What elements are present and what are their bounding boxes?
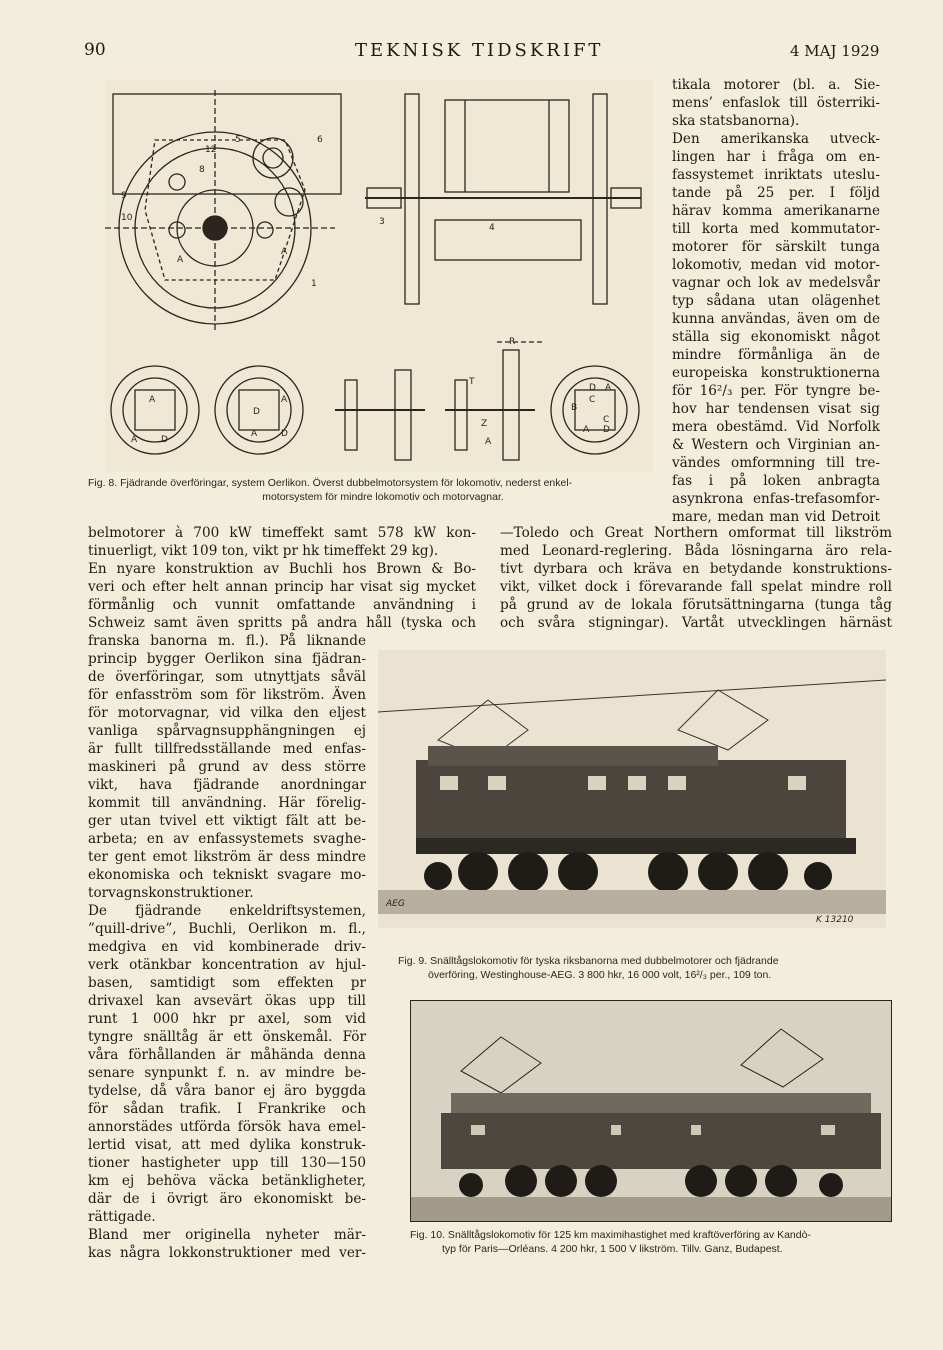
left-column-narrow-line: drivaxel kan avsevärt ökas upp till — [88, 993, 366, 1009]
left-column-narrow-line: tioner hastigheter upp till 130—150 — [88, 1155, 366, 1171]
svg-text:1: 1 — [311, 279, 317, 289]
left-column-narrow-line: ”quill-drive”, Buchli, Oerlikon m. fl., — [88, 921, 366, 937]
left-column-narrow-line: km ej behöva väcka betänkligheter, — [88, 1173, 366, 1189]
svg-text:4: 4 — [489, 223, 495, 233]
left-column-narrow-line: torvagnskonstruktioner. — [88, 885, 254, 901]
figure-9-caption — [398, 954, 868, 982]
left-column-narrow-line: kas några lokkonstruktioner med ver- — [88, 1245, 366, 1261]
right-column-top-line: tande på 25 per. I följd — [672, 185, 880, 201]
left-column-wide — [88, 524, 476, 632]
right-column-top-line: ställa sig ekonomiskt något — [672, 329, 880, 345]
left-column-narrow — [88, 632, 366, 1262]
right-column-top-line: mindre förmånliga än de — [672, 347, 880, 363]
right-column-top-line: mera obestämd. Vid Norfolk — [672, 419, 880, 435]
left-column-wide-line: Schweiz samt även spritts på andra håll (tyska och — [88, 615, 476, 631]
right-column-top-line: kunna användas, även om de — [672, 311, 880, 327]
journal-title: TEKNISK TIDSKRIFT — [355, 40, 604, 61]
left-column-narrow-line: rättigade. — [88, 1209, 156, 1225]
figure-8-caption — [88, 476, 678, 504]
left-column-narrow-line: för sådan trafik. I Frankrike och — [88, 1101, 366, 1117]
left-column-narrow-line: senare synpunkt f. n. av mindre be- — [88, 1065, 366, 1081]
svg-text:T: T — [469, 377, 475, 387]
right-column-top-line: mens’ enfaslok till österriki- — [672, 95, 880, 111]
right-column-continued-line: och svåra stigningar). Vartåt utvecklingen härnäst — [500, 615, 892, 631]
right-column-top-line: härav komma amerikanarne — [672, 203, 880, 219]
right-column-top — [672, 76, 880, 526]
right-column-top-line: fassystemet inriktats uteslu- — [672, 167, 880, 183]
left-column-narrow-line: ger utan tvivel ett viktigt fält att be- — [88, 813, 366, 829]
right-column-top-line: lingen har i fråga om en- — [672, 149, 880, 165]
right-column-continued-line: vikt, vilket dock i förevarande fall spelat mindre roll — [500, 579, 892, 595]
left-column-wide-line: belmotorer à 700 kW timeffekt samt 578 kW kon- — [88, 525, 476, 541]
left-column-wide-line: tinuerligt, vikt 109 ton, vikt pr hk timeffekt 29 kg). — [88, 543, 439, 559]
left-column-narrow-line: för enfasström som för likström. Även — [88, 687, 366, 703]
left-column-narrow-line: är fullt tillfredsställande med enfas- — [88, 741, 366, 757]
left-column-narrow-line: för motorvagnar, vid vilka den eljest — [88, 705, 366, 721]
right-column-top-line: Den amerikanska utveck- — [672, 131, 880, 147]
right-column-top-line: till korta med kommutator- — [672, 221, 880, 237]
figure-9-caption-line-1: Fig. 9. Snälltågslokomotiv för tyska riksbanorna med dubbelmotorer och fjädrande — [398, 955, 779, 967]
right-column-top-line: för 16²/₃ per. För tyngre be- — [672, 383, 880, 399]
right-column-continued-line: tivt dyrbara och kräva en betydande konstruktions- — [500, 561, 892, 577]
left-column-narrow-line: de överföringar, som utnyttjats såväl — [88, 669, 366, 685]
figure-9-caption-line-2: överföring, Westinghouse-AEG. 3 800 hkr, 16 000 volt, 16²/₃ per., 109 ton. — [428, 969, 772, 981]
right-column-top-line: tikala motorer (bl. a. Sie- — [672, 77, 880, 93]
left-column-narrow-line: ekonomiska och tekniskt svagare mo- — [88, 867, 366, 883]
svg-text:C: C — [589, 395, 596, 405]
right-column-top-line: mare, medan man vid Detroit — [672, 509, 880, 525]
figure-9-plate-left: AEG — [386, 899, 405, 909]
svg-text:B: B — [571, 403, 578, 413]
svg-text:C: C — [603, 415, 610, 425]
left-column-narrow-line: runt 1 000 hkr pr axel, som vid — [88, 1011, 366, 1027]
svg-text:A: A — [605, 383, 612, 393]
svg-text:D: D — [253, 407, 260, 417]
figure-8-drawing — [105, 80, 653, 472]
svg-text:5: 5 — [235, 135, 241, 145]
figure-10-photo — [410, 1000, 892, 1222]
svg-text:A: A — [251, 429, 258, 439]
paris-orleans-locomotive-photo — [411, 1001, 891, 1221]
left-column-narrow-line: kommit till användning. Här förelig- — [88, 795, 366, 811]
svg-text:9: 9 — [121, 191, 127, 201]
svg-text:D: D — [589, 383, 596, 393]
right-column-continued-line: på grund av de lokala förutsättningarna (tunga tåg — [500, 597, 892, 613]
issue-date: 4 MAJ 1929 — [790, 42, 880, 60]
left-column-narrow-line: De fjädrande enkeldriftsystemen, — [88, 903, 366, 919]
svg-text:D: D — [603, 425, 610, 435]
left-column-wide-line: förmånlig och vunnit omfattande användning i — [88, 597, 476, 613]
svg-text:D: D — [281, 429, 288, 439]
svg-text:R: R — [509, 337, 516, 347]
svg-text:8: 8 — [199, 165, 205, 175]
aeg-locomotive-photo — [378, 650, 886, 928]
figure-9-plate-right: K 13210 — [816, 915, 854, 925]
left-column-narrow-line: lertid visat, att med dylika konstruk- — [88, 1137, 366, 1153]
page-number: 90 — [84, 40, 106, 60]
left-column-narrow-line: vikt, hava fjädrande anordningar — [88, 777, 366, 793]
right-column-continued — [500, 524, 892, 632]
svg-text:A: A — [485, 437, 492, 447]
right-column-continued-line: med Leonard-reglering. Båda lösningarna äro rela- — [500, 543, 892, 559]
left-column-narrow-line: tyngre snälltåg är ett önskemål. För — [88, 1029, 366, 1045]
left-column-narrow-line: arbeta; en av enfassystemets svaghe- — [88, 831, 366, 847]
svg-text:10: 10 — [121, 213, 133, 223]
left-column-narrow-line: tydelse, då våra banor ej äro byggda — [88, 1083, 366, 1099]
figure-10-caption-line-2: typ för Paris—Orléans. 4 200 hkr, 1 500 V likström. Tillv. Ganz, Budapest. — [442, 1243, 783, 1255]
figure-8-caption-line-1: Fig. 8. Fjädrande överföringar, system Oerlikon. Överst dubbelmotorsystem för lokomotiv, nederst enkel- — [88, 477, 573, 489]
oerlikon-transmission-drawing — [105, 80, 653, 472]
svg-text:A: A — [177, 255, 184, 265]
right-column-top-line: hov har tendensen visat sig — [672, 401, 880, 417]
figure-10-caption — [410, 1228, 890, 1256]
left-column-narrow-line: franska banorna m. fl.). På liknande — [88, 633, 366, 649]
left-column-narrow-line: Bland mer originella nyheter mär- — [88, 1227, 366, 1243]
left-column-wide-line: En nyare konstruktion av Buchli hos Brown & Bo- — [88, 561, 476, 577]
left-column-narrow-line: verk otänkbar koncentration av hjul- — [88, 957, 366, 973]
left-column-narrow-line: princip bygger Oerlikon sina fjädran- — [88, 651, 366, 667]
svg-text:A: A — [281, 247, 288, 257]
figure-9-photo — [378, 650, 886, 928]
svg-text:12: 12 — [205, 145, 217, 155]
left-column-wide-line: veri och efter helt annan princip har visat sig mycket — [88, 579, 476, 595]
left-column-narrow-line: där de i övrigt äro ekonomiskt be- — [88, 1191, 366, 1207]
figure-8-caption-line-2: motorsystem för mindre lokomotiv och motorvagnar. — [262, 491, 504, 503]
right-column-continued-line: —Toledo och Great Northern omformat till likström — [500, 525, 892, 541]
right-column-top-line: europeiska konstruktionerna — [672, 365, 880, 381]
right-column-top-line: asynkrona enfas-trefasomfor- — [672, 491, 880, 507]
svg-text:A: A — [583, 425, 590, 435]
figure-10-caption-line-1: Fig. 10. Snälltågslokomotiv för 125 km maximihastighet med kraftöverföring av Kandò- — [410, 1229, 811, 1241]
left-column-narrow-line: basen, samtidigt som effekten pr — [88, 975, 366, 991]
left-column-narrow-line: vanliga spårvagnsupphängningen ej — [88, 723, 366, 739]
svg-text:A: A — [131, 435, 138, 445]
left-column-narrow-line: maskineri på grund av dess större — [88, 759, 366, 775]
svg-text:A: A — [281, 395, 288, 405]
right-column-top-line: ska statsbanorna). — [672, 113, 800, 129]
svg-text:Z: Z — [481, 419, 488, 429]
left-column-narrow-line: medgiva en vid kombinerade driv- — [88, 939, 366, 955]
right-column-top-line: lokomotiv, medan vid motor- — [672, 257, 880, 273]
left-column-narrow-line: annorstädes utförda försök hava emel- — [88, 1119, 366, 1135]
left-column-narrow-line: våra förhållanden är måhända denna — [88, 1047, 366, 1063]
svg-text:3: 3 — [379, 217, 385, 227]
right-column-top-line: typ sådana utan olägenhet — [672, 293, 880, 309]
svg-text:A: A — [149, 395, 156, 405]
svg-text:6: 6 — [317, 135, 323, 145]
svg-text:D: D — [161, 435, 168, 445]
right-column-top-line: fas i på loken anbragta — [672, 473, 880, 489]
right-column-top-line: motorer för särskilt tunga — [672, 239, 880, 255]
left-column-narrow-line: ter gent emot likström är dess mindre — [88, 849, 366, 865]
right-column-top-line: vändes omformning till tre- — [672, 455, 880, 471]
right-column-top-line: vagnar och lok av medelsvår — [672, 275, 880, 291]
right-column-top-line: & Western och Virginian an- — [672, 437, 880, 453]
